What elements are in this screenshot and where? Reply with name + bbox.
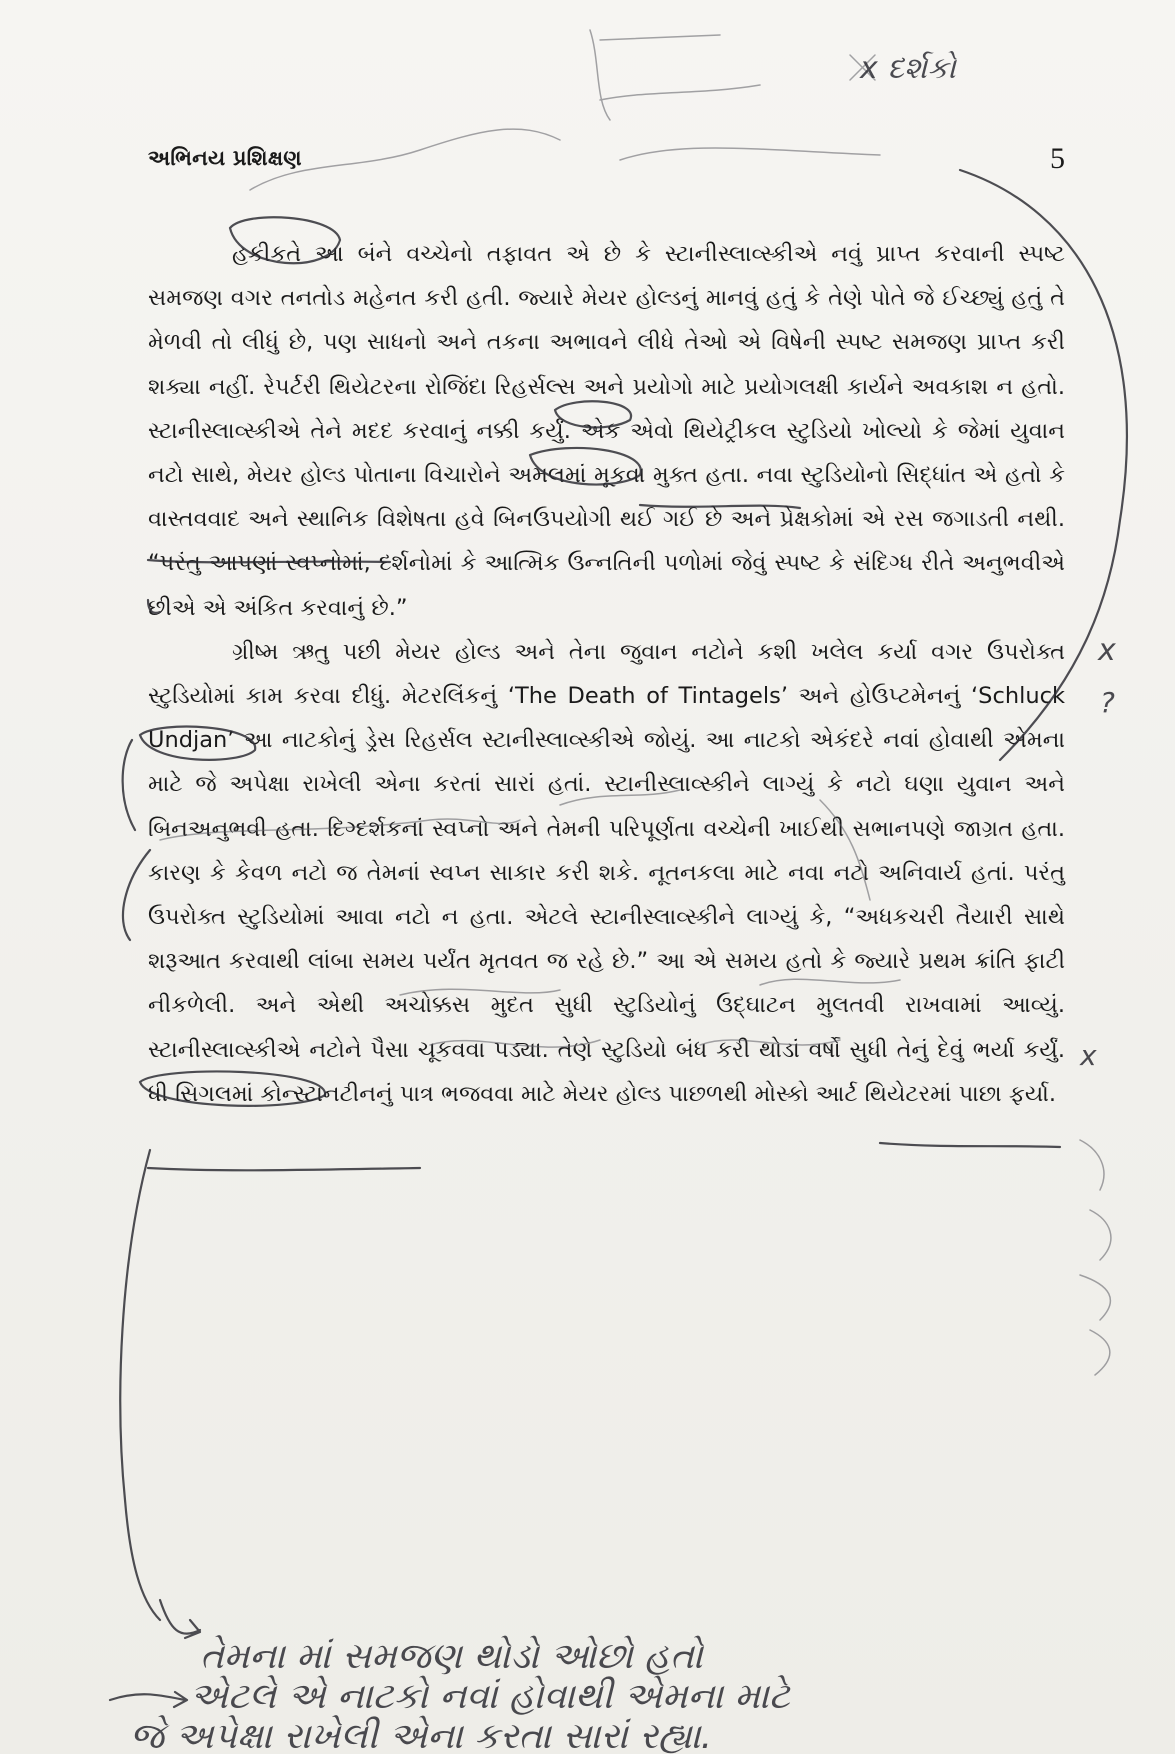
arrow-bottom-2 [110,1692,187,1707]
running-head-title: અભિનય પ્રશિક્ષણ [148,146,302,170]
bottom-note-2: એટલે એ નાટકો નવાં હોવાથી એમના માટે [190,1676,790,1717]
scribble-top-cross [850,55,875,80]
bottom-note-1: તેમના માં સમજણ થોડો ઓછો હતો [200,1636,703,1677]
underline-khai [148,1168,420,1170]
underline-studio-last [880,1143,1060,1147]
margin-mark-x-2: x [1080,1039,1097,1072]
paragraph-1: હકીકતે આ બંને વચ્ચેનો તફાવત એ છે કે સ્ટાનીસ્લાવ્સ્કીએ નવું પ્રાપ્ત કરવાની સ્પષ્ટ સમજણ વગર તનતોડ મહેનત કરી હતી. જ્યારે મેયર હોલ્ડનું માનવું હતું કે તેણે પોતે જે ઈચ્છ્યું હતું તે મેળવી તો લીધું છે, પણ સાધનો અને તકના અભાવને લીધે તેઓ એ વિષેની સ્પષ્ટ સમજણ પ્રાપ્ત કરી શક્યા નહીં. રેપર્ટરી થિયેટરના રોજિંદા રિહર્સલ્સ અને પ્રયોગો માટે પ્રયોગલક્ષી કાર્યને અવકાશ ન હતો. સ્ટાનીસ્લાવ્સ્કીએ તેને મદદ કરવાનું નક્કી કર્યું. એક એવો થિયેટ્રીકલ સ્ટુડિયો ખોલ્યો કે જેમાં યુવાન નટો સાથે, મેયર હોલ્ડ પોતાના વિચારોને અમલમાં મૂકવા મુક્ત હતા. નવા સ્ટુડિયોનો સિદ્ધાંત એ હતો કે વાસ્તવવાદ અને સ્થાનિક વિશેષતા હવે બિનઉપયોગી થઈ ગઈ છે અને પ્રેક્ષકોમાં એ રસ જગાડતી નથી. “પરંતુ આપણાં સ્વપ્નોમાં, દર્શનોમાં કે આત્મિક ઉન્નતિની પળોમાં જેવું સ્પષ્ટ કે સંદિગ્ધ રીતે અનુભવીએ છીએ એ અંકિત કરવાનું છે.” [148,241,1065,621]
body-text [148,232,1065,1116]
margin-mark-x-1: x [1098,633,1116,668]
bottom-note-3: જે અપેક્ષા રાખેલી એના કરતા સારાં રહ્યા. [130,1716,713,1754]
arrow-bottom [160,1600,200,1638]
page-number: 5 [1050,142,1065,175]
margin-mark-question: ? [1100,686,1115,719]
left-bracket-para1 [123,740,135,830]
left-bracket-para2 [123,850,150,940]
paragraph-2: ગ્રીષ્મ ઋતુ પછી મેયર હોલ્ડ અને તેના જુવાન નટોને કશી ખલેલ કર્યા વગર ઉપરોક્ત સ્ટુડિયોમાં કામ કરવા દીધું. મેટરલિંકનું ‘The Death of Tintagels’ અને હોઉપ્ટમેનનું ‘Schluck Undjan’ આ નાટકોનું ડ્રેસ રિહર્સલ સ્ટાનીસ્લાવ્સ્કીએ જોયું. આ નાટકો એકંદરે નવાં હોવાથી એમના માટે જે અપેક્ષા રાખેલી એના કરતાં સારાં હતાં. સ્ટાનીસ્લાવ્સ્કીને લાગ્યું કે નટો ઘણા યુવાન અને બિનઅનુભવી હતા. દિગ્દર્શકનાં સ્વપ્નો અને તેમની પરિપૂર્ણતા વચ્ચેની ખાઈથી સભાનપણે જાગ્રત હતા. કારણ કે કેવળ નટો જ તેમનાં સ્વપ્ન સાકાર કરી શકે. નૂતનકલા માટે નવા નટો અનિવાર્ય હતાં. પરંતુ ઉપરોક્ત સ્ટુડિયોમાં આવા નટો ન હતા. એટલે સ્ટાનીસ્લાવ્સ્કીને લાગ્યું કે, “અધકચરી તૈયારી સાથે શરૂઆત કરવાથી લાંબા સમય પર્યંત મૃતવત જ રહે છે.” આ એ સમય હતો કે જ્યારે પ્રથમ ક્રાંતિ ફાટી નીકળેલી. અને એથી અચોક્કસ મુદત સુધી સ્ટુડિયોનું ઉદ્ઘાટન મુલતવી રાખવામાં આવ્યું. સ્ટાનીસ્લાવ્સ્કીએ નટોને પૈસા ચૂકવવા પડ્યા. તેણે સ્ટુડિયો બંધ કરી થોડાં વર્ષો સુધી તેનું દેવું ભર્યા કર્યું. ધી સિગલમાં કોન્સ્ટાનટીનનું પાત્ર ભજવવા માટે મેયર હોલ્ડ પાછળથી મોસ્કો આર્ટ થિયેટરમાં પાછા ફર્યા. [148,638,1065,1107]
scribble-top-center [590,30,880,160]
right-margin-scribbles [1080,1140,1111,1375]
left-bracket-long [120,1150,160,1620]
handwriting-top-right: x દર્શકો [860,51,956,86]
